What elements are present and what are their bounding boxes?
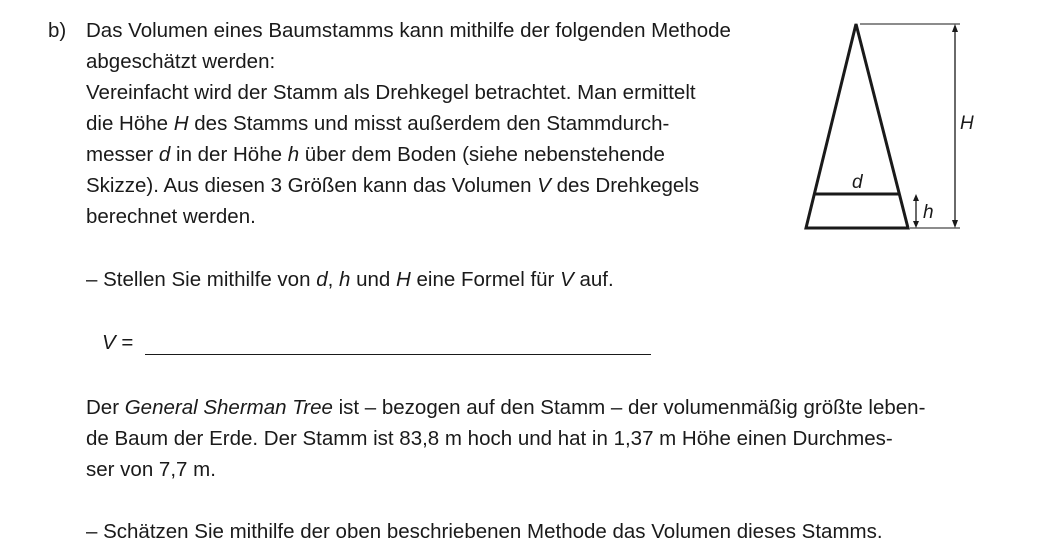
label-d: d	[852, 172, 863, 193]
cone-diagram	[790, 14, 990, 236]
tree-line-2: de Baum der Erde. Der Stamm ist 83,8 m hoch und hat in 1,37 m Höhe einen Durchmes-	[86, 427, 893, 450]
description-line-3: messer d in der Höhe h über dem Boden (siehe nebenstehende	[86, 143, 665, 166]
var-d: d	[158, 143, 171, 166]
intro-line-2: abgeschätzt werden:	[86, 50, 276, 73]
answer-blank-line[interactable]	[145, 354, 651, 355]
description-line-1: Vereinfacht wird der Stamm als Drehkegel betrachtet. Man ermittelt	[86, 81, 696, 104]
label-h: h	[923, 202, 934, 223]
tree-name: General Sherman Tree	[124, 396, 333, 419]
question-1: – Stellen Sie mithilfe von d, h und H eine Formel für V auf.	[86, 268, 614, 291]
description-line-5: berechnet werden.	[86, 205, 256, 228]
formula-label: V =	[102, 331, 134, 354]
description-line-4: Skizze). Aus diesen 3 Größen kann das Volumen V des Drehkegels	[86, 174, 700, 197]
task-label: b)	[48, 19, 67, 42]
description-line-2: die Höhe H des Stamms und misst außerdem den Stammdurch-	[86, 112, 670, 135]
question-2: – Schätzen Sie mithilfe der oben beschriebenen Methode das Volumen dieses Stamms.	[86, 520, 883, 543]
label-H: H	[960, 113, 974, 134]
cone-outline	[806, 24, 908, 228]
tree-line-1: Der General Sherman Tree ist – bezogen auf den Stamm – der volumenmäßig größte leben-	[86, 396, 926, 419]
intro-line-1: Das Volumen eines Baumstamms kann mithilfe der folgenden Methode	[86, 19, 731, 42]
var-h: h	[287, 143, 300, 166]
tree-line-3: ser von 7,7 m.	[86, 458, 216, 481]
var-V: V	[537, 174, 551, 197]
var-H: H	[173, 112, 189, 135]
